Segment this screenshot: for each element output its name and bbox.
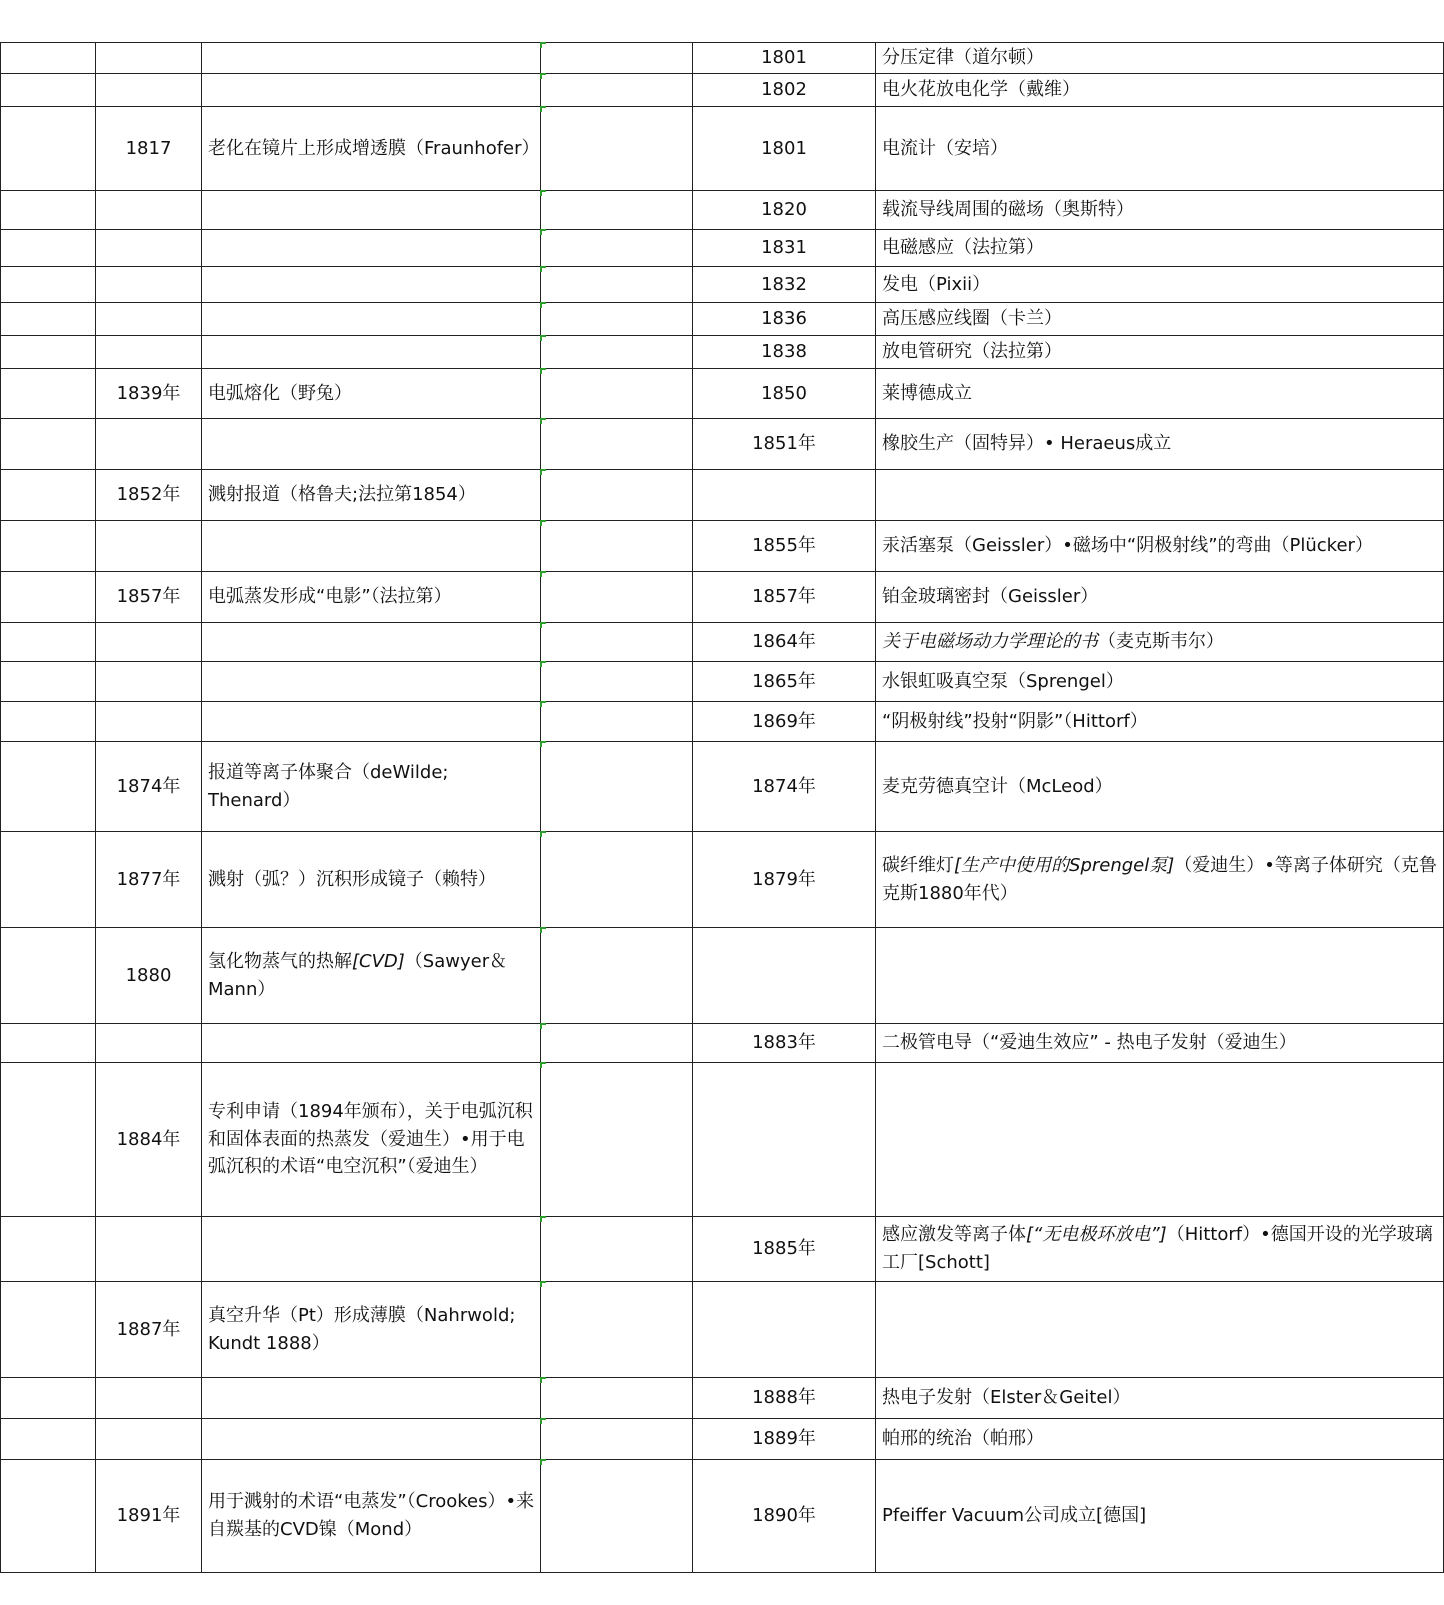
blank-cell [1, 43, 96, 74]
table-row [1, 43, 1444, 74]
table-row [1, 303, 1444, 336]
left-event-cell [202, 702, 541, 742]
table-row [1, 1024, 1444, 1063]
left-event-cell [202, 336, 541, 369]
left-event-cell [202, 662, 541, 702]
left-year-cell [96, 419, 202, 470]
event-text: 碳纤维灯 [882, 854, 954, 876]
table-row [1, 1217, 1444, 1282]
table-row [1, 419, 1444, 470]
right-event-cell [876, 470, 1444, 521]
right-year-cell [693, 928, 876, 1024]
spacer-cell [541, 336, 693, 369]
spacer-cell [541, 74, 693, 107]
blank-cell [1, 369, 96, 419]
table-row [1, 742, 1444, 832]
right-event-cell: 放电管研究（法拉第） [876, 336, 1444, 369]
right-event-cell: 电磁感应（法拉第） [876, 230, 1444, 267]
left-year-cell [96, 1217, 202, 1282]
table-row [1, 74, 1444, 107]
left-year-cell [96, 702, 202, 742]
left-event-cell [202, 928, 541, 1024]
right-event-cell: 水银虹吸真空泵（Sprengel） [876, 662, 1444, 702]
right-year-cell: 1832 [693, 267, 876, 303]
right-event-cell: Pfeiffer Vacuum公司成立[德国] [876, 1460, 1444, 1573]
right-event-cell: 帕邢的统治（帕邢） [876, 1419, 1444, 1460]
event-text: 氢化物蒸气的热解 [208, 950, 352, 972]
right-year-cell: 1851年 [693, 419, 876, 470]
table-row [1, 230, 1444, 267]
right-year-cell [693, 1063, 876, 1217]
timeline-body [1, 43, 1444, 1573]
table-row [1, 336, 1444, 369]
right-event-cell: 麦克劳德真空计（McLeod） [876, 742, 1444, 832]
table-row [1, 1460, 1444, 1573]
left-event-cell [202, 74, 541, 107]
right-event-cell: 发电（Pixii） [876, 267, 1444, 303]
left-year-cell [96, 623, 202, 662]
blank-cell [1, 303, 96, 336]
left-event-cell [202, 1024, 541, 1063]
table-row [1, 1063, 1444, 1217]
right-year-cell: 1802 [693, 74, 876, 107]
right-year-cell: 1879年 [693, 832, 876, 928]
right-event-cell [876, 1282, 1444, 1378]
blank-cell [1, 336, 96, 369]
blank-cell [1, 1378, 96, 1419]
right-event-cell: “阴极射线”投射“阴影”（Hittorf） [876, 702, 1444, 742]
right-year-cell: 1801 [693, 107, 876, 191]
left-year-cell: 1891年 [96, 1460, 202, 1573]
blank-cell [1, 419, 96, 470]
spacer-cell [541, 1063, 693, 1217]
right-year-cell: 1836 [693, 303, 876, 336]
left-event-cell [202, 267, 541, 303]
event-text: （Hittorf）•德国开设的光学玻璃工厂[Schott] [882, 1224, 1433, 1273]
blank-cell [1, 832, 96, 928]
blank-cell [1, 623, 96, 662]
left-year-cell: 1857年 [96, 572, 202, 623]
left-event-cell [202, 419, 541, 470]
event-italic-text: [“无电极环放电”] [1026, 1224, 1167, 1246]
spacer-cell [541, 369, 693, 419]
spacer-cell [541, 303, 693, 336]
blank-cell [1, 191, 96, 230]
left-year-cell [96, 267, 202, 303]
right-year-cell: 1801 [693, 43, 876, 74]
left-year-cell: 1884年 [96, 1063, 202, 1217]
table-row [1, 470, 1444, 521]
table-row [1, 623, 1444, 662]
right-year-cell [693, 470, 876, 521]
event-italic-text: [生产中使用的Sprengel泵] [954, 854, 1175, 876]
right-year-cell: 1865年 [693, 662, 876, 702]
left-year-cell [96, 230, 202, 267]
left-year-cell [96, 662, 202, 702]
spacer-cell [541, 928, 693, 1024]
right-year-cell: 1890年 [693, 1460, 876, 1573]
right-year-cell: 1831 [693, 230, 876, 267]
left-event-cell [202, 623, 541, 662]
left-event-cell [202, 191, 541, 230]
left-year-cell: 1852年 [96, 470, 202, 521]
left-event-cell [202, 43, 541, 74]
left-event-cell: 报道等离子体聚合（deWilde; Thenard） [202, 742, 541, 832]
right-event-cell: 电流计（安培） [876, 107, 1444, 191]
right-event-cell [876, 832, 1444, 928]
blank-cell [1, 1063, 96, 1217]
left-year-cell [96, 1419, 202, 1460]
left-year-cell [96, 43, 202, 74]
blank-cell [1, 230, 96, 267]
left-year-cell: 1874年 [96, 742, 202, 832]
spacer-cell [541, 742, 693, 832]
left-event-cell: 专利申请（1894年颁布），关于电弧沉积和固体表面的热蒸发（爱迪生）•用于电弧沉积的术语“电空沉积”（爱迪生） [202, 1063, 541, 1217]
right-year-cell: 1874年 [693, 742, 876, 832]
spacer-cell [541, 107, 693, 191]
right-event-cell: 莱博德成立 [876, 369, 1444, 419]
right-event-cell [876, 928, 1444, 1024]
table-row [1, 521, 1444, 572]
blank-cell [1, 928, 96, 1024]
blank-cell [1, 1217, 96, 1282]
table-row [1, 662, 1444, 702]
right-event-cell: 橡胶生产（固特异）• Heraeus成立 [876, 419, 1444, 470]
left-year-cell: 1839年 [96, 369, 202, 419]
spacer-cell [541, 1378, 693, 1419]
spacer-cell [541, 832, 693, 928]
spacer-cell [541, 267, 693, 303]
left-year-cell: 1817 [96, 107, 202, 191]
right-event-cell: 热电子发射（Elster＆Geitel） [876, 1378, 1444, 1419]
right-year-cell: 1864年 [693, 623, 876, 662]
spacer-cell [541, 1282, 693, 1378]
event-text: 感应激发等离子体 [882, 1224, 1026, 1246]
left-event-cell: 溅射（弧？）沉积形成镜子（赖特） [202, 832, 541, 928]
right-year-cell: 1888年 [693, 1378, 876, 1419]
spacer-cell [541, 191, 693, 230]
right-year-cell: 1820 [693, 191, 876, 230]
spacer-cell [541, 1419, 693, 1460]
left-event-cell: 用于溅射的术语“电蒸发”（Crookes）•来自羰基的CVD镍（Mond） [202, 1460, 541, 1573]
blank-cell [1, 1282, 96, 1378]
blank-cell [1, 74, 96, 107]
left-event-cell: 真空升华（Pt）形成薄膜（Nahrwold; Kundt 1888） [202, 1282, 541, 1378]
right-event-cell: 二极管电导（“爱迪生效应” - 热电子发射（爱迪生） [876, 1024, 1444, 1063]
right-event-cell [876, 1063, 1444, 1217]
blank-cell [1, 267, 96, 303]
spacer-cell [541, 702, 693, 742]
right-year-cell [693, 1282, 876, 1378]
table-row [1, 267, 1444, 303]
right-event-cell: 电火花放电化学（戴维） [876, 74, 1444, 107]
table-row [1, 369, 1444, 419]
left-year-cell [96, 1378, 202, 1419]
table-row [1, 572, 1444, 623]
spacer-cell [541, 623, 693, 662]
left-event-cell [202, 521, 541, 572]
right-event-cell: 载流导线周围的磁场（奥斯特） [876, 191, 1444, 230]
blank-cell [1, 107, 96, 191]
left-event-cell [202, 303, 541, 336]
left-event-cell: 老化在镜片上形成增透膜（Fraunhofer） [202, 107, 541, 191]
right-year-cell: 1857年 [693, 572, 876, 623]
table-row [1, 928, 1444, 1024]
event-italic-text: [CVD] [352, 950, 405, 972]
event-italic-text: 关于电磁场动力学理论的书 [882, 631, 1098, 653]
left-year-cell [96, 1024, 202, 1063]
right-event-cell: 分压定律（道尔顿） [876, 43, 1444, 74]
right-event-cell [876, 623, 1444, 662]
blank-cell [1, 742, 96, 832]
right-year-cell: 1883年 [693, 1024, 876, 1063]
left-event-cell [202, 1419, 541, 1460]
spacer-cell [541, 43, 693, 74]
event-text: （麦克斯韦尔） [1098, 631, 1224, 653]
blank-cell [1, 521, 96, 572]
table-row [1, 832, 1444, 928]
table-row [1, 1419, 1444, 1460]
right-year-cell: 1885年 [693, 1217, 876, 1282]
blank-cell [1, 702, 96, 742]
right-year-cell: 1889年 [693, 1419, 876, 1460]
blank-cell [1, 572, 96, 623]
left-event-cell: 电弧熔化（野兔） [202, 369, 541, 419]
timeline-table [0, 42, 1444, 1573]
right-year-cell: 1850 [693, 369, 876, 419]
table-row [1, 702, 1444, 742]
spacer-cell [541, 470, 693, 521]
event-text: （爱迪生）•等离子体研究（克鲁克斯1880年代） [882, 854, 1437, 904]
left-year-cell [96, 336, 202, 369]
blank-cell [1, 1460, 96, 1573]
blank-cell [1, 662, 96, 702]
spacer-cell [541, 662, 693, 702]
right-event-cell: 汞活塞泵（Geissler）•磁场中“阴极射线”的弯曲（Plücker） [876, 521, 1444, 572]
spacer-cell [541, 1024, 693, 1063]
right-year-cell: 1869年 [693, 702, 876, 742]
left-year-cell [96, 74, 202, 107]
left-event-cell [202, 1217, 541, 1282]
right-year-cell: 1838 [693, 336, 876, 369]
left-year-cell: 1877年 [96, 832, 202, 928]
left-year-cell [96, 303, 202, 336]
table-row [1, 107, 1444, 191]
spacer-cell [541, 1460, 693, 1573]
right-event-cell: 铂金玻璃密封（Geissler） [876, 572, 1444, 623]
spacer-cell [541, 1217, 693, 1282]
spacer-cell [541, 521, 693, 572]
left-event-cell [202, 1378, 541, 1419]
blank-cell [1, 1419, 96, 1460]
left-year-cell: 1880 [96, 928, 202, 1024]
table-row [1, 1282, 1444, 1378]
right-event-cell [876, 1217, 1444, 1282]
blank-cell [1, 1024, 96, 1063]
right-event-cell: 高压感应线圈（卡兰） [876, 303, 1444, 336]
spacer-cell [541, 572, 693, 623]
event-text: （Sawyer＆Mann） [208, 950, 508, 1000]
left-event-cell: 电弧蒸发形成“电影”（法拉第） [202, 572, 541, 623]
left-year-cell: 1887年 [96, 1282, 202, 1378]
spacer-cell [541, 230, 693, 267]
table-row [1, 1378, 1444, 1419]
left-event-cell [202, 230, 541, 267]
spacer-cell [541, 419, 693, 470]
left-year-cell [96, 521, 202, 572]
blank-cell [1, 470, 96, 521]
right-year-cell: 1855年 [693, 521, 876, 572]
table-row [1, 191, 1444, 230]
left-year-cell [96, 191, 202, 230]
left-event-cell: 溅射报道（格鲁夫;法拉第1854） [202, 470, 541, 521]
